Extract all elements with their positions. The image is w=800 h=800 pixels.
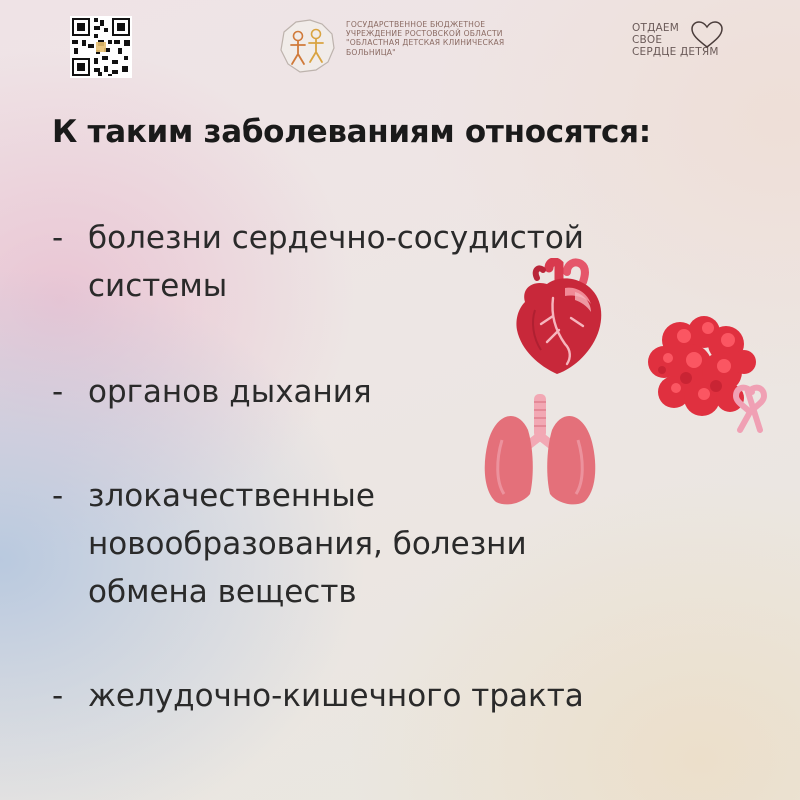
- list-item-text: [88, 368, 372, 416]
- page-title: К таким заболеваниям относятся:: [52, 114, 651, 150]
- tumor-with-ribbon-icon: [640, 306, 770, 436]
- heart-outline-icon: [690, 20, 724, 50]
- list-item-line: системы: [88, 268, 228, 304]
- lungs-icon: [478, 390, 602, 510]
- list-item-line: органов дыхания: [88, 374, 372, 410]
- list-dash: -: [52, 478, 64, 514]
- list-item-line: злокачественные: [88, 478, 375, 514]
- list-dash: -: [52, 678, 64, 714]
- list-item-line: желудочно-кишечного тракта: [88, 678, 584, 714]
- list-item-line: новообразования, болезни: [88, 526, 527, 562]
- list-item-text: [88, 672, 584, 720]
- hospital-logo-icon: [276, 14, 338, 76]
- slogan-line: СЕРДЦЕ ДЕТЯМ: [632, 46, 719, 58]
- slogan-line: ОТДАЕМ: [632, 22, 679, 34]
- slogan-line: СВОЕ: [632, 34, 663, 46]
- qr-code-icon: [70, 16, 132, 78]
- org-name-line: БОЛЬНИЦА": [346, 47, 396, 57]
- list-dash: -: [52, 374, 64, 410]
- list-item-line: обмена веществ: [88, 574, 357, 610]
- org-name-line: ГОСУДАРСТВЕННОЕ БЮДЖЕТНОЕ: [346, 20, 486, 29]
- anatomical-heart-icon: [505, 258, 615, 378]
- list-item-line: болезни сердечно-сосудистой: [88, 220, 584, 256]
- list-item-text: [88, 472, 527, 616]
- org-name-line: "ОБЛАСТНАЯ ДЕТСКАЯ КЛИНИЧЕСКАЯ: [346, 38, 505, 48]
- organization-name: [346, 20, 566, 57]
- header: [0, 0, 800, 90]
- org-name-line: УЧРЕЖДЕНИЕ РОСТОВСКОЙ ОБЛАСТИ: [346, 29, 503, 39]
- list-dash: -: [52, 220, 64, 256]
